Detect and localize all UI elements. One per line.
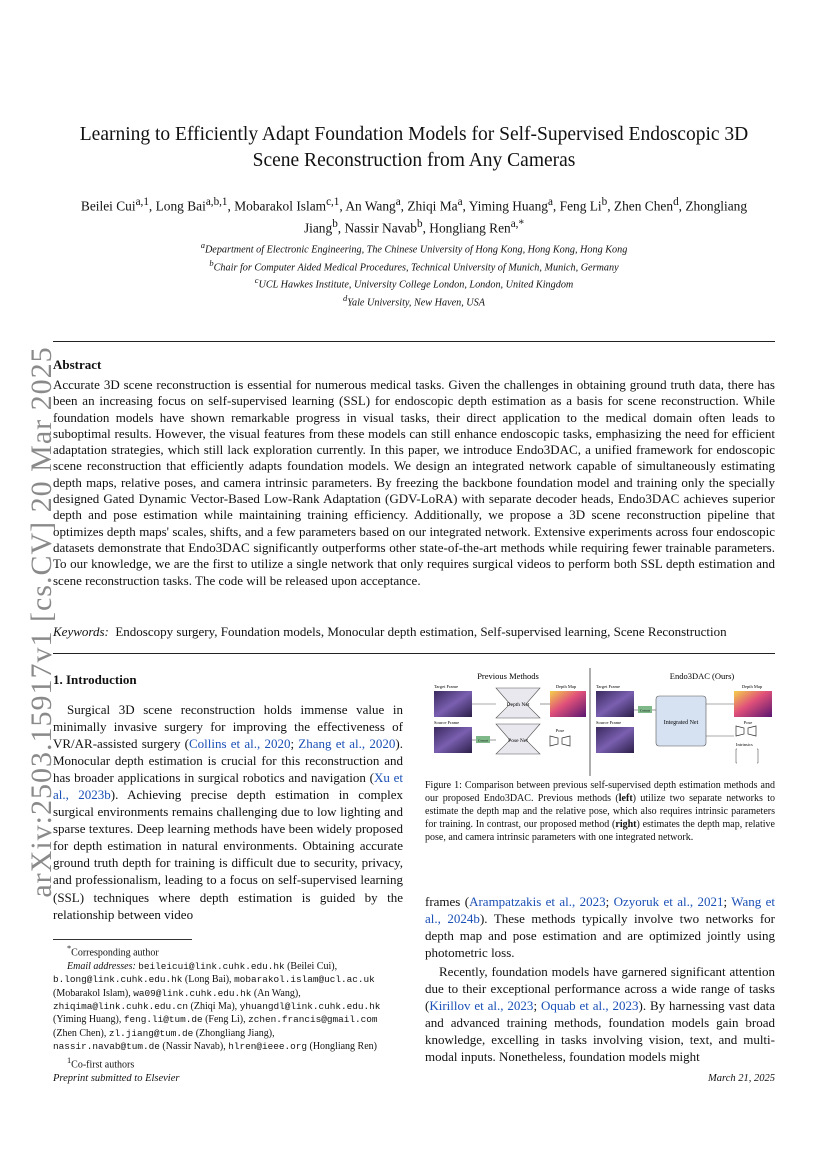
source-frame-label-right: Source Frame xyxy=(596,720,622,725)
target-frame-image xyxy=(434,691,472,717)
fig-title-left: Previous Methods xyxy=(477,671,539,681)
paper-title: Learning to Efficiently Adapt Foundation Models for Self-Supervised Endoscopic 3D Scene Reconstruction from Any Cameras xyxy=(79,124,749,171)
divider-top xyxy=(53,341,775,342)
depth-map-label-right: Depth Map xyxy=(741,684,763,689)
citation-link[interactable]: Collins et al., 2020 xyxy=(189,736,291,752)
intro-paragraph-col2: frames (Arampatzakis et al., 2023; Ozyoruk et al., 2021; Wang et al., 2024b). These methods typically involve two networks for depth map and pose estimation and are optimized jointly using photometric loss. xyxy=(425,894,775,961)
section-heading-introduction: 1. Introduction xyxy=(53,672,137,687)
arxiv-stamp: arXiv:2503.15917v1 [cs.CV] 20 Mar 2025 xyxy=(25,346,58,898)
figure-1-caption: Figure 1: Comparison between previous self-supervised depth estimation methods and our proposed Endo3DAC. Previous methods (left) utilize two separate networks to estimate the depth map and the relative pose, which also requires intrinsic parameters for training. In contrast, our proposed method (right) estimates the depth map, relative pose, and camera intrinsic parameters with one integrated network. xyxy=(425,780,775,843)
keywords: Keywords: Endoscopy surgery, Foundation models, Monocular depth estimation, Self-supervised learning, Scene Reconstruction xyxy=(53,624,727,639)
source-frame-image xyxy=(434,727,472,753)
abstract-text: Accurate 3D scene reconstruction is essential for numerous medical tasks. Given the challenges in obtaining ground truth data, there has been an increasing focus on self-supervised learning (SSL) for endoscopic depth estimation as a basis for scene reconstruction. While foundation models have shown remarkable progress in visual tasks, their direct application to the medical domain often leads to suboptimal results. However, the visual features from these models can still enhance endoscopic tasks, emphasizing the need for efficient adaptation strategies, which still lack exploration currently. In this paper, we introduce Endo3DAC, a unified framework for endoscopic scene reconstruction that efficiently adapts foundation models. We design an integrated network capable of simultaneously estimating depth maps, relative poses, and camera intrinsic parameters. By freezing the backbone foundation model and training only the specially designed Gated Dynamic Vector-Based Low-Rank Adaptation (GDV-LoRA) with separate decoder heads, Endo3DAC achieves superior depth and pose estimation while maintaining training efficiency. Additionally, we propose a 3D scene reconstruction pipeline that optimizes depth maps' scales, shifts, and a few parameters based on our integrated network. Extensive experiments across four endoscopic datasets demonstrate that Endo3DAC significantly outperforms other state-of-the-art methods while requiring fewer trainable parameters. To our knowledge, we are the first to utilize a single network that only requires surgical videos to perform both SSL depth estimation and scene reconstruction tasks. The code will be released upon acceptance. xyxy=(53,377,775,588)
citation-link[interactable]: Xu et al., 2023b xyxy=(53,770,403,803)
affiliation-b: $^b$Chair for Computer Aided Medical Procedures, Technical University of Munich, Munich, Germany xyxy=(209,257,619,274)
abstract-heading: Abstract xyxy=(53,357,102,372)
affiliation-a: $^a$Department of Electronic Engineering, The Chinese University of Hong Kong, Hong Kong, Hong Kong xyxy=(200,240,628,256)
source-frame-label: Source Frame xyxy=(434,720,460,725)
citation-link[interactable]: Arampatzakis et al., 2023 xyxy=(469,894,606,909)
depth-net-label: Depth Net xyxy=(506,702,530,708)
citation-link[interactable]: Ozyoruk et al., 2021 xyxy=(613,894,724,909)
footnote-rule xyxy=(53,939,192,940)
depth-map-label-left: Depth Map xyxy=(555,684,577,689)
citation-link[interactable]: Wang et al., 2024b xyxy=(425,894,775,927)
footnote-cofirst: $^1$Co-first authors xyxy=(67,1055,135,1070)
citation-link[interactable]: Zhang et al., 2020 xyxy=(298,736,396,752)
intrinsics-label: Intrinsics xyxy=(736,742,753,747)
camera-icon-right xyxy=(736,726,756,736)
depth-map-image-right xyxy=(734,691,772,717)
affiliation-c: $^c$UCL Hawkes Institute, University College London, London, United Kingdom xyxy=(254,275,574,291)
intrinsics-matrix-icon xyxy=(736,749,758,763)
pose-net-label: Pose Net xyxy=(508,738,528,744)
footer-preprint: Preprint submitted to Elsevier xyxy=(53,1073,180,1084)
target-frame-label-right: Target Frame xyxy=(596,684,620,689)
pose-label-left: Pose xyxy=(555,728,565,733)
fig-title-right: Endo3DAC (Ours) xyxy=(669,671,735,681)
concat-label-right: Concat xyxy=(640,708,650,713)
camera-icon-left xyxy=(550,736,570,746)
author-list: Beilei Cui$^{a,1}$, Long Bai$^{a,b,1}$, Mobarakol Islam$^{c,1}$, An Wang$^a$, Zhiqi Ma$^a$, Yiming Huang$^a$, Feng Li$^b$, Zhen Chen$^d$, Zhongliang Jiang$^b$, Nassir Navab$^b$, Hongliang Ren$^{a,*}$ xyxy=(80,196,748,236)
figure-1 xyxy=(430,666,775,776)
affiliation-d: $^d$Yale University, New Haven, USA xyxy=(343,293,485,309)
footer-date: March 21, 2025 xyxy=(708,1073,775,1084)
citation-link[interactable]: Oquab et al., 2023 xyxy=(540,998,639,1014)
foundation-models-paragraph: Recently, foundation models have garnered significant attention due to their exceptional performance across a wide range of tasks (Kirillov et al., 2023; Oquab et al., 2023). By harnessing vast data and advanced training methods, foundation models gain broad knowledge, excelling in tasks involving vision, text, and multi-modal inputs. Nonetheless, foundation models might xyxy=(425,964,775,1065)
footnote-corresponding: *Corresponding author xyxy=(67,944,159,959)
citation-link[interactable]: Kirillov et al., 2023 xyxy=(429,998,534,1014)
footnotes: *Corresponding author Email addresses: beileicui@link.cuhk.edu.hk (Beilei Cui), b.long@link.cuhk.edu.hk (Long Bai), mobarakol.islam@ucl.ac.uk (Mobarakol Islam), wa09@link.cuhk.edu.hk (An Wang), zhiqima@link.cuhk.edu.cn (Zhiqi Ma), yhuangdl@link.cuhk.edu.hk (Yiming Huang), feng.li@tum.de (Feng Li), zchen.francis@gmail.com (Zhen Chen), zl.jiang@tum.de (Zhongliang Jiang), nassir.navab@tum.de (Nassir Navab), hlren@ieee.org (Hongliang Ren) $^1$Co-first authors xyxy=(53,942,403,1071)
target-frame-image-right xyxy=(596,691,634,717)
affiliations xyxy=(60,239,768,310)
divider-bottom xyxy=(53,653,775,654)
concat-label-left: Concat xyxy=(478,738,488,743)
integrated-net-label: Integrated Net xyxy=(663,720,699,726)
target-frame-label: Target Frame xyxy=(434,684,458,689)
footnote-emails: Email addresses: beileicui@link.cuhk.edu.hk (Beilei Cui), xyxy=(67,960,338,972)
intro-paragraph: Surgical 3D scene reconstruction holds immense value in minimally invasive surgery for improving the effectiveness of VR/AR-assisted surgery (Collins et al., 2020; Zhang et al., 2020). Monocular depth estimation is crucial for this reconstruction and has broader applications in surgical robotics and navigation (Xu et al., 2023b). Achieving precise depth estimation in complex surgical environments remains challenging due to low lighting and sparse textures. Deep learning methods have been widely proposed for depth estimation in natural environments. Obtaining accurate ground truth depth for training is difficult due to security, privacy, and professionalism, leading to a focus on self-supervised learning (SSL) techniques where depth estimation is guided by the relationship between video xyxy=(53,702,403,922)
source-frame-image-right xyxy=(596,727,634,753)
pose-label-right: Pose xyxy=(743,720,753,725)
depth-map-image-left xyxy=(550,691,586,717)
